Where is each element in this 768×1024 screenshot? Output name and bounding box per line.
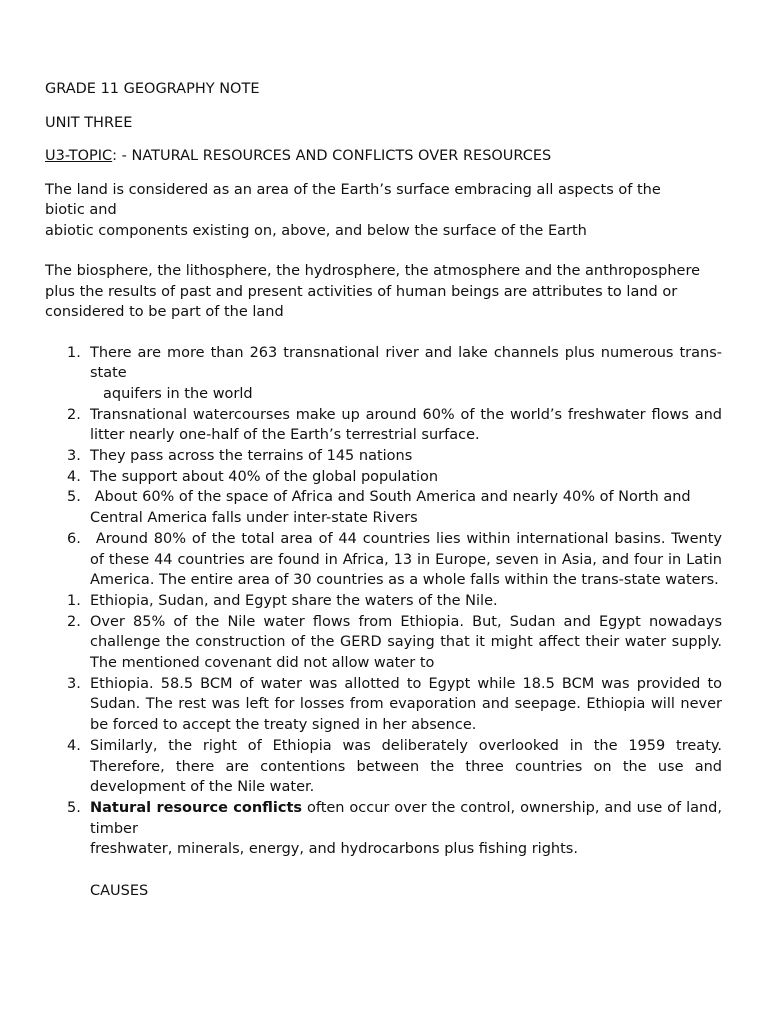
list-item-continuation: aquifers in the world	[103, 385, 253, 402]
list-item-number: 4.	[67, 737, 81, 754]
nile-list	[45, 591, 732, 860]
bold-term: Natural resource conflicts	[90, 799, 303, 816]
topic-label: U3-TOPIC	[45, 148, 113, 164]
list-item-text: Over 85% of the Nile water flows from Ethiopia. But, Sudan and Egypt nowadays challenge the construction of the GERD saying that it might affect their water supply. The mentioned covenant did not allow water to	[90, 613, 732, 672]
list-item	[45, 529, 727, 591]
document-title: GRADE 11 GEOGRAPHY NOTE	[45, 81, 260, 97]
list-item	[45, 446, 722, 467]
list-item-text: The support about 40% of the global population	[90, 468, 439, 485]
list-item	[45, 736, 722, 798]
list-item-continuation: freshwater, minerals, energy, and hydrocarbons plus fishing rights.	[90, 841, 578, 858]
topic-heading	[45, 146, 722, 167]
list-item-text: About 60% of the space of Africa and South America and nearly 40% of North and Central America falls under inter-state Rivers	[90, 489, 696, 527]
list-item-text: Transnational watercourses make up around 60% of the world’s freshwater flows and litter nearly one-half of the Earth’s terrestrial surface.	[90, 406, 722, 444]
list-item	[45, 591, 722, 612]
list-item-number: 5.	[67, 799, 81, 816]
list-item	[45, 674, 722, 736]
intro-paragraph-1	[45, 180, 722, 242]
list-item	[45, 487, 722, 528]
facts-list	[45, 343, 727, 591]
topic-text: : - NATURAL RESOURCES AND CONFLICTS OVER RESOURCES	[112, 148, 552, 164]
list-item-number: 4.	[67, 468, 81, 485]
list-item	[45, 612, 732, 674]
list-item-number: 1.	[67, 344, 81, 361]
unit-heading: UNIT THREE	[45, 114, 133, 131]
intro-p1-line3: abiotic components existing on, above, and below the surface of the Earth	[45, 222, 587, 239]
list-item-text: often occur over the control, ownership, and use of land, timber	[90, 799, 722, 837]
list-item	[45, 343, 722, 405]
list-item	[45, 467, 722, 488]
list-item-number: 3.	[67, 675, 81, 692]
list-item-text: Similarly, the right of Ethiopia was deliberately overlooked in the 1959 treaty. Therefore, there are contentions between the three countries on the use and development of the Nile water.	[90, 737, 722, 796]
list-item-text: There are more than 263 transnational river and lake channels plus numerous trans-state	[90, 344, 722, 382]
document-page	[45, 79, 732, 902]
list-item-number: 2.	[67, 406, 81, 423]
list-item	[45, 798, 722, 860]
list-item-number: 5.	[67, 489, 81, 506]
intro-paragraph-2: The biosphere, the lithosphere, the hydrosphere, the atmosphere and the anthroposphere plus the results of past and present activities of human beings are attributes to land or considered to be part of the land	[45, 263, 701, 320]
intro-p1-line1: The land is considered as an area of the Earth’s surface embracing all aspects of the	[45, 181, 661, 198]
list-item-number: 3.	[67, 448, 81, 465]
list-item-number: 1.	[67, 592, 81, 609]
list-item-text: Ethiopia. 58.5 BCM of water was allotted to Egypt while 18.5 BCM was provided to Sudan. The rest was left for losses from evaporation and seepage. Ethiopia will never be forced to accept the treaty signed in her absence.	[90, 675, 722, 734]
list-item-text: They pass across the terrains of 145 nations	[90, 448, 413, 465]
list-item-number: 6.	[67, 530, 81, 547]
intro-p1-line2: biotic and	[45, 202, 117, 218]
list-item-text: Ethiopia, Sudan, and Egypt share the waters of the Nile.	[90, 592, 498, 609]
list-item	[45, 405, 722, 446]
list-item-text: Around 80% of the total area of 44 countries lies within international basins. Twenty of these 44 countries are found in Africa, 13 in Europe, seven in Asia, and four in Latin America. The entire area of 30 countries as a whole falls within the trans-state waters.	[90, 530, 727, 589]
causes-heading: CAUSES	[90, 883, 149, 900]
list-item-number: 2.	[67, 613, 81, 630]
